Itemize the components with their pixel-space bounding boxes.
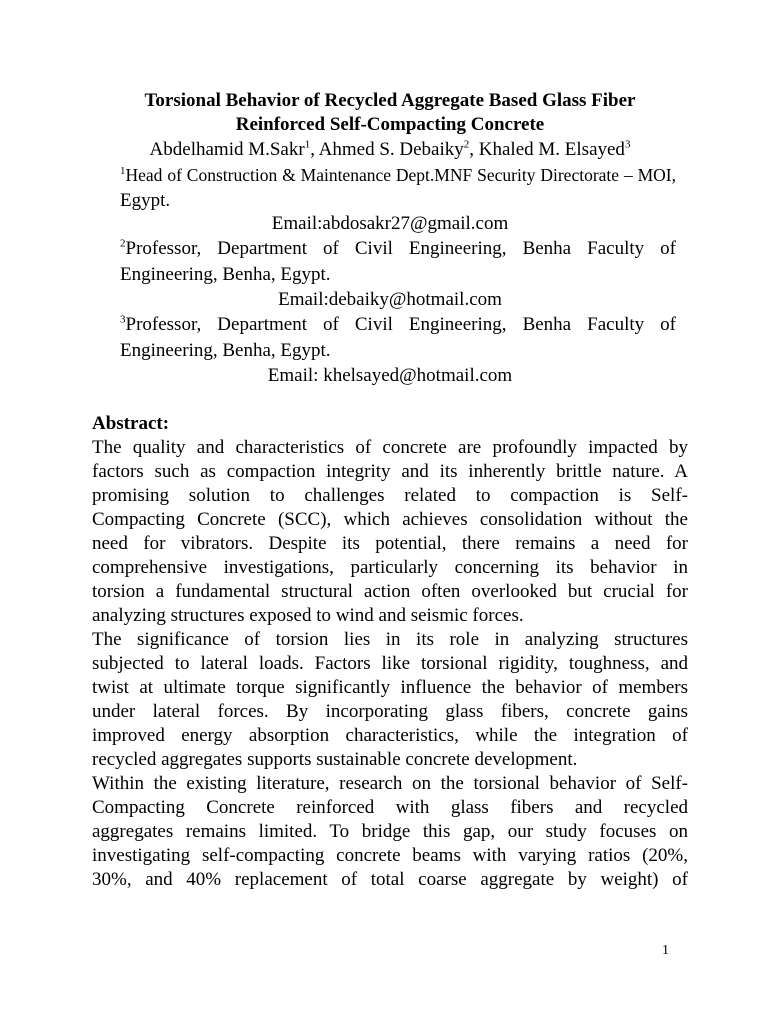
abstract-line: The significance of torsion lies in its role in analyzing structures [92,629,688,650]
affiliation-line-1: $^1$Head of Construction & Maintenance Dept.MNF Security Directorate – MOI, [120,165,676,185]
affiliation-2 [120,236,676,288]
author-superscript: 1 [304,138,311,151]
author-name: Khaled M. Elsayed [478,139,625,160]
abstract-heading: Abstract: [92,413,170,434]
author-superscript: 2 [463,138,470,151]
author-list [92,138,688,162]
author-name: Ahmed S. Debaiky [318,139,464,160]
abstract-line: factors such as compaction integrity and its inherently brittle nature. A [92,461,688,482]
affiliation-superscript: 1 [120,165,126,178]
affiliation-line-2: Egypt. [120,190,171,211]
author-superscript: 3 [624,138,631,151]
abstract-line: comprehensive investigations, particularly concerning its behavior in [92,557,688,578]
affiliation-superscript: 2 [120,237,126,250]
affiliation-line-2: Engineering, Benha, Egypt. [120,264,331,285]
affiliation-line-2: Engineering, Benha, Egypt. [120,340,331,361]
email-address-2: Email:debaiky@hotmail.com [278,289,502,310]
title-line-1: Torsional Behavior of Recycled Aggregate Based Glass Fiber [144,90,636,111]
author-separator: , [469,139,479,160]
affiliation-1 [120,162,676,214]
abstract-line: investigating self-compacting concrete beams with varying ratios (20%, [92,845,688,866]
abstract-line: subjected to lateral loads. Factors like torsional rigidity, toughness, and [92,653,688,674]
abstract-line: Within the existing literature, research on the torsional behavior of Self- [92,773,688,794]
abstract-body [92,436,688,892]
abstract-line: twist at ultimate torque significantly influence the behavior of members [92,677,688,698]
author-name: Abdelhamid M.Sakr [149,139,305,160]
abstract-line: under lateral forces. By incorporating glass fibers, concrete gains [92,701,688,722]
affiliation-line-1: $^2$Professor, Department of Civil Engineering, Benha Faculty of [120,237,676,259]
abstract-line: aggregates remains limited. To bridge this gap, our study focuses on [92,821,688,842]
abstract-line: promising solution to challenges related to compaction is Self- [92,485,688,506]
abstract-line: The quality and characteristics of concrete are profoundly impacted by [92,437,688,458]
abstract-line: analyzing structures exposed to wind and seismic forces. [92,605,524,626]
abstract-line: need for vibrators. Despite its potential, there remains a need for [92,533,688,554]
affiliation-superscript: 3 [120,313,126,326]
abstract-line: Compacting Concrete (SCC), which achieves consolidation without the [92,509,688,530]
abstract-line: torsion a fundamental structural action often overlooked but crucial for [92,581,688,602]
page-number: 1 [662,943,669,958]
abstract-line: Compacting Concrete reinforced with glass fibers and recycled [92,797,688,818]
title-line-2: Reinforced Self-Compacting Concrete [235,114,545,135]
abstract-line: 30%, and 40% replacement of total coarse aggregate by weight) of [92,869,688,890]
paper-title [92,89,688,137]
author-separator: , [310,139,319,160]
email-address-3: Email: khelsayed@hotmail.com [267,365,513,386]
email-address-1: Email:abdosakr27@gmail.com [271,213,509,234]
abstract-line: improved energy absorption characteristics, while the integration of [92,725,688,746]
affiliation-line-1: $^3$Professor, Department of Civil Engineering, Benha Faculty of [120,313,676,335]
affiliation-3 [120,312,676,364]
abstract-line: recycled aggregates supports sustainable concrete development. [92,749,578,770]
